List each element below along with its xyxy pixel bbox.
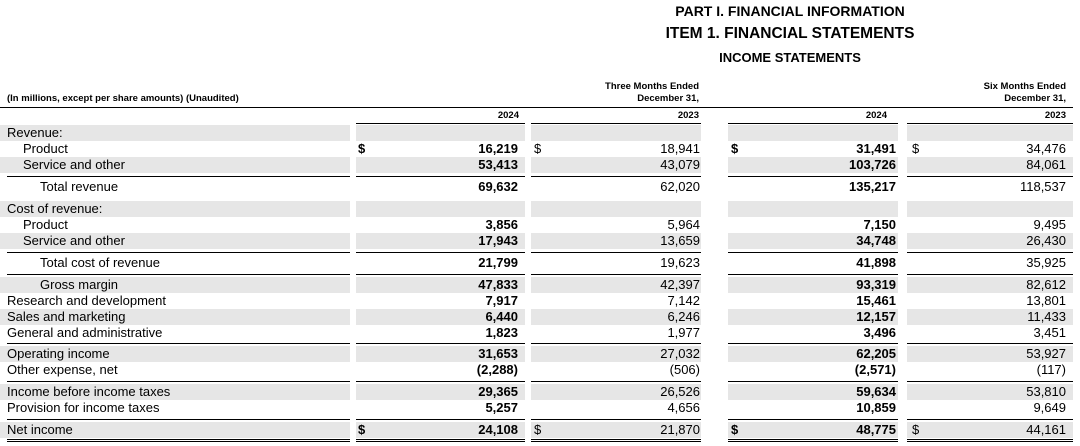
value-cell: 16,219 — [478, 141, 518, 156]
currency-symbol: $ — [358, 141, 366, 156]
value-cell: 103,726 — [849, 157, 896, 172]
row-label: Operating income — [7, 346, 110, 361]
subtotal-rule — [907, 343, 1073, 344]
table-row — [0, 346, 1073, 362]
currency-symbol: $ — [912, 141, 920, 156]
total-double-rule — [531, 439, 701, 440]
row-shading — [531, 201, 701, 217]
value-cell: 62,205 — [856, 346, 896, 361]
row-label: Service and other — [23, 233, 125, 248]
subtotal-rule — [7, 274, 350, 275]
value-cell: 44,161 — [1026, 422, 1066, 437]
value-cell: 29,365 — [478, 384, 518, 399]
header-rule — [0, 107, 1073, 108]
row-shading — [531, 125, 701, 141]
value-cell: 19,623 — [660, 255, 700, 270]
value-cell: 42,397 — [660, 277, 700, 292]
subtotal-rule — [728, 252, 898, 253]
row-shading — [728, 125, 898, 141]
year-rule-2 — [531, 123, 701, 124]
period-three-months-line2: December 31, — [637, 93, 699, 104]
row-label: Other expense, net — [7, 362, 118, 377]
row-shading — [728, 201, 898, 217]
value-cell: 7,150 — [863, 217, 896, 232]
row-label: Provision for income taxes — [7, 400, 160, 415]
value-cell: 3,451 — [1033, 325, 1066, 340]
currency-symbol: $ — [731, 422, 739, 437]
subtotal-rule — [728, 274, 898, 275]
year-rule-1 — [356, 123, 525, 124]
year-col-2: 2023 — [677, 110, 699, 121]
period-six-months-line2: December 31, — [1004, 93, 1066, 104]
row-shading — [356, 201, 525, 217]
row-label: Revenue: — [7, 125, 63, 140]
value-cell: 5,257 — [485, 400, 518, 415]
year-rule-3 — [728, 123, 898, 124]
year-col-3: 2024 — [865, 110, 887, 121]
total-double-rule — [531, 441, 701, 442]
subtotal-rule — [531, 274, 701, 275]
statement-title: INCOME STATEMENTS — [719, 50, 861, 65]
value-cell: 135,217 — [849, 179, 896, 194]
table-row — [0, 422, 1073, 438]
row-label: Total revenue — [40, 179, 119, 194]
subtotal-rule — [531, 381, 701, 382]
subtotal-rule — [7, 252, 350, 253]
row-shading — [907, 201, 1073, 217]
row-shading — [907, 125, 1073, 141]
subtotal-rule — [531, 176, 701, 177]
subtotal-rule — [356, 252, 525, 253]
currency-symbol: $ — [534, 141, 542, 156]
value-cell: 6,246 — [667, 309, 700, 324]
value-cell: 21,799 — [478, 255, 518, 270]
value-cell: 1,977 — [667, 325, 700, 340]
value-cell: 43,079 — [660, 157, 700, 172]
value-cell: 9,649 — [1033, 400, 1066, 415]
row-label: General and administrative — [7, 325, 163, 340]
value-cell: 93,319 — [856, 277, 896, 292]
part-heading: PART I. FINANCIAL INFORMATION — [675, 3, 905, 19]
row-label: Sales and marketing — [7, 309, 126, 324]
value-cell: 3,496 — [863, 325, 896, 340]
table-row — [0, 400, 1073, 416]
table-row — [0, 217, 1073, 233]
value-cell: 1,823 — [485, 325, 518, 340]
value-cell: 34,476 — [1026, 141, 1066, 156]
value-cell: 13,659 — [660, 233, 700, 248]
value-cell: 69,632 — [478, 179, 518, 194]
value-cell: 15,461 — [856, 293, 896, 308]
value-cell: 53,927 — [1026, 346, 1066, 361]
subtotal-rule — [728, 419, 898, 420]
year-rule-4 — [907, 123, 1073, 124]
value-cell: 13,801 — [1026, 293, 1066, 308]
subtotal-rule — [356, 381, 525, 382]
row-label: Service and other — [23, 157, 125, 172]
period-six-months — [984, 81, 1066, 105]
value-cell: 53,413 — [478, 157, 518, 172]
value-cell: 26,430 — [1026, 233, 1066, 248]
value-cell: 59,634 — [856, 384, 896, 399]
value-cell: 3,856 — [485, 217, 518, 232]
value-cell: 10,859 — [856, 400, 896, 415]
value-cell: 7,142 — [667, 293, 700, 308]
row-label: Research and development — [7, 293, 166, 308]
value-cell: 82,612 — [1026, 277, 1066, 292]
subtotal-rule — [356, 419, 525, 420]
subtotal-rule — [531, 252, 701, 253]
value-cell: 31,491 — [856, 141, 896, 156]
row-label: Net income — [7, 422, 73, 437]
currency-symbol: $ — [731, 141, 739, 156]
value-cell: 5,964 — [667, 217, 700, 232]
period-three-months — [605, 81, 699, 105]
value-cell: 4,656 — [667, 400, 700, 415]
total-double-rule — [728, 441, 898, 442]
subtotal-rule — [356, 274, 525, 275]
value-cell: 7,917 — [485, 293, 518, 308]
value-cell: (117) — [1036, 362, 1066, 377]
year-col-4: 2023 — [1044, 110, 1066, 121]
table-row — [0, 325, 1073, 341]
subtotal-rule — [356, 343, 525, 344]
table-row — [0, 255, 1073, 271]
value-cell: 18,941 — [660, 141, 700, 156]
value-cell: 17,943 — [478, 233, 518, 248]
value-cell: 12,157 — [856, 309, 896, 324]
currency-symbol: $ — [912, 422, 920, 437]
row-label: Income before income taxes — [7, 384, 171, 399]
subtotal-rule — [531, 419, 701, 420]
value-cell: 84,061 — [1026, 157, 1066, 172]
table-row — [0, 309, 1073, 325]
subtotal-rule — [907, 381, 1073, 382]
value-cell: 53,810 — [1026, 384, 1066, 399]
item-heading: ITEM 1. FINANCIAL STATEMENTS — [665, 25, 915, 42]
table-row — [0, 141, 1073, 157]
table-row — [0, 179, 1073, 195]
units-note: (In millions, except per share amounts) (Unaudited) — [7, 93, 239, 104]
value-cell: 26,526 — [660, 384, 700, 399]
value-cell: 24,108 — [478, 422, 518, 437]
value-cell: 27,032 — [660, 346, 700, 361]
subtotal-rule — [7, 176, 350, 177]
period-three-months-line1: Three Months Ended — [605, 81, 699, 92]
total-double-rule — [728, 439, 898, 440]
subtotal-rule — [728, 176, 898, 177]
table-row — [0, 384, 1073, 400]
total-double-rule — [356, 441, 525, 442]
row-label: Product — [23, 217, 68, 232]
row-label: Total cost of revenue — [40, 255, 160, 270]
value-cell: 35,925 — [1026, 255, 1066, 270]
value-cell: 41,898 — [856, 255, 896, 270]
subtotal-rule — [907, 252, 1073, 253]
subtotal-rule — [907, 274, 1073, 275]
currency-symbol: $ — [358, 422, 366, 437]
total-double-rule — [356, 439, 525, 440]
table-row — [0, 157, 1073, 173]
total-double-rule — [907, 439, 1073, 440]
value-cell: 118,537 — [1019, 179, 1066, 194]
subtotal-rule — [7, 343, 350, 344]
value-cell: 48,775 — [856, 422, 896, 437]
value-cell: 6,440 — [485, 309, 518, 324]
subtotal-rule — [907, 176, 1073, 177]
subtotal-rule — [907, 419, 1073, 420]
table-row — [0, 201, 1073, 217]
value-cell: 11,433 — [1027, 309, 1066, 324]
value-cell: 9,495 — [1033, 217, 1066, 232]
subtotal-rule — [356, 176, 525, 177]
value-cell: 47,833 — [478, 277, 518, 292]
table-row — [0, 362, 1073, 378]
subtotal-rule — [728, 381, 898, 382]
value-cell: (506) — [669, 362, 700, 377]
value-cell: 31,653 — [478, 346, 518, 361]
row-label: Gross margin — [40, 277, 119, 292]
period-six-months-line1: Six Months Ended — [983, 81, 1066, 92]
subtotal-rule — [531, 343, 701, 344]
table-row — [0, 277, 1073, 293]
table-row — [0, 233, 1073, 249]
currency-symbol: $ — [534, 422, 542, 437]
value-cell: 34,748 — [856, 233, 896, 248]
row-shading — [356, 125, 525, 141]
subtotal-rule — [7, 381, 350, 382]
year-col-1: 2024 — [497, 110, 519, 121]
table-row — [0, 125, 1073, 141]
table-row — [0, 293, 1073, 309]
value-cell: 62,020 — [660, 179, 700, 194]
value-cell: (2,288) — [476, 362, 518, 377]
subtotal-rule — [7, 419, 350, 420]
subtotal-rule — [728, 343, 898, 344]
total-double-rule — [7, 441, 350, 442]
value-cell: (2,571) — [854, 362, 896, 377]
row-label: Product — [23, 141, 68, 156]
row-label: Cost of revenue: — [7, 201, 103, 216]
total-double-rule — [907, 441, 1073, 442]
total-double-rule — [7, 439, 350, 440]
value-cell: 21,870 — [660, 422, 700, 437]
